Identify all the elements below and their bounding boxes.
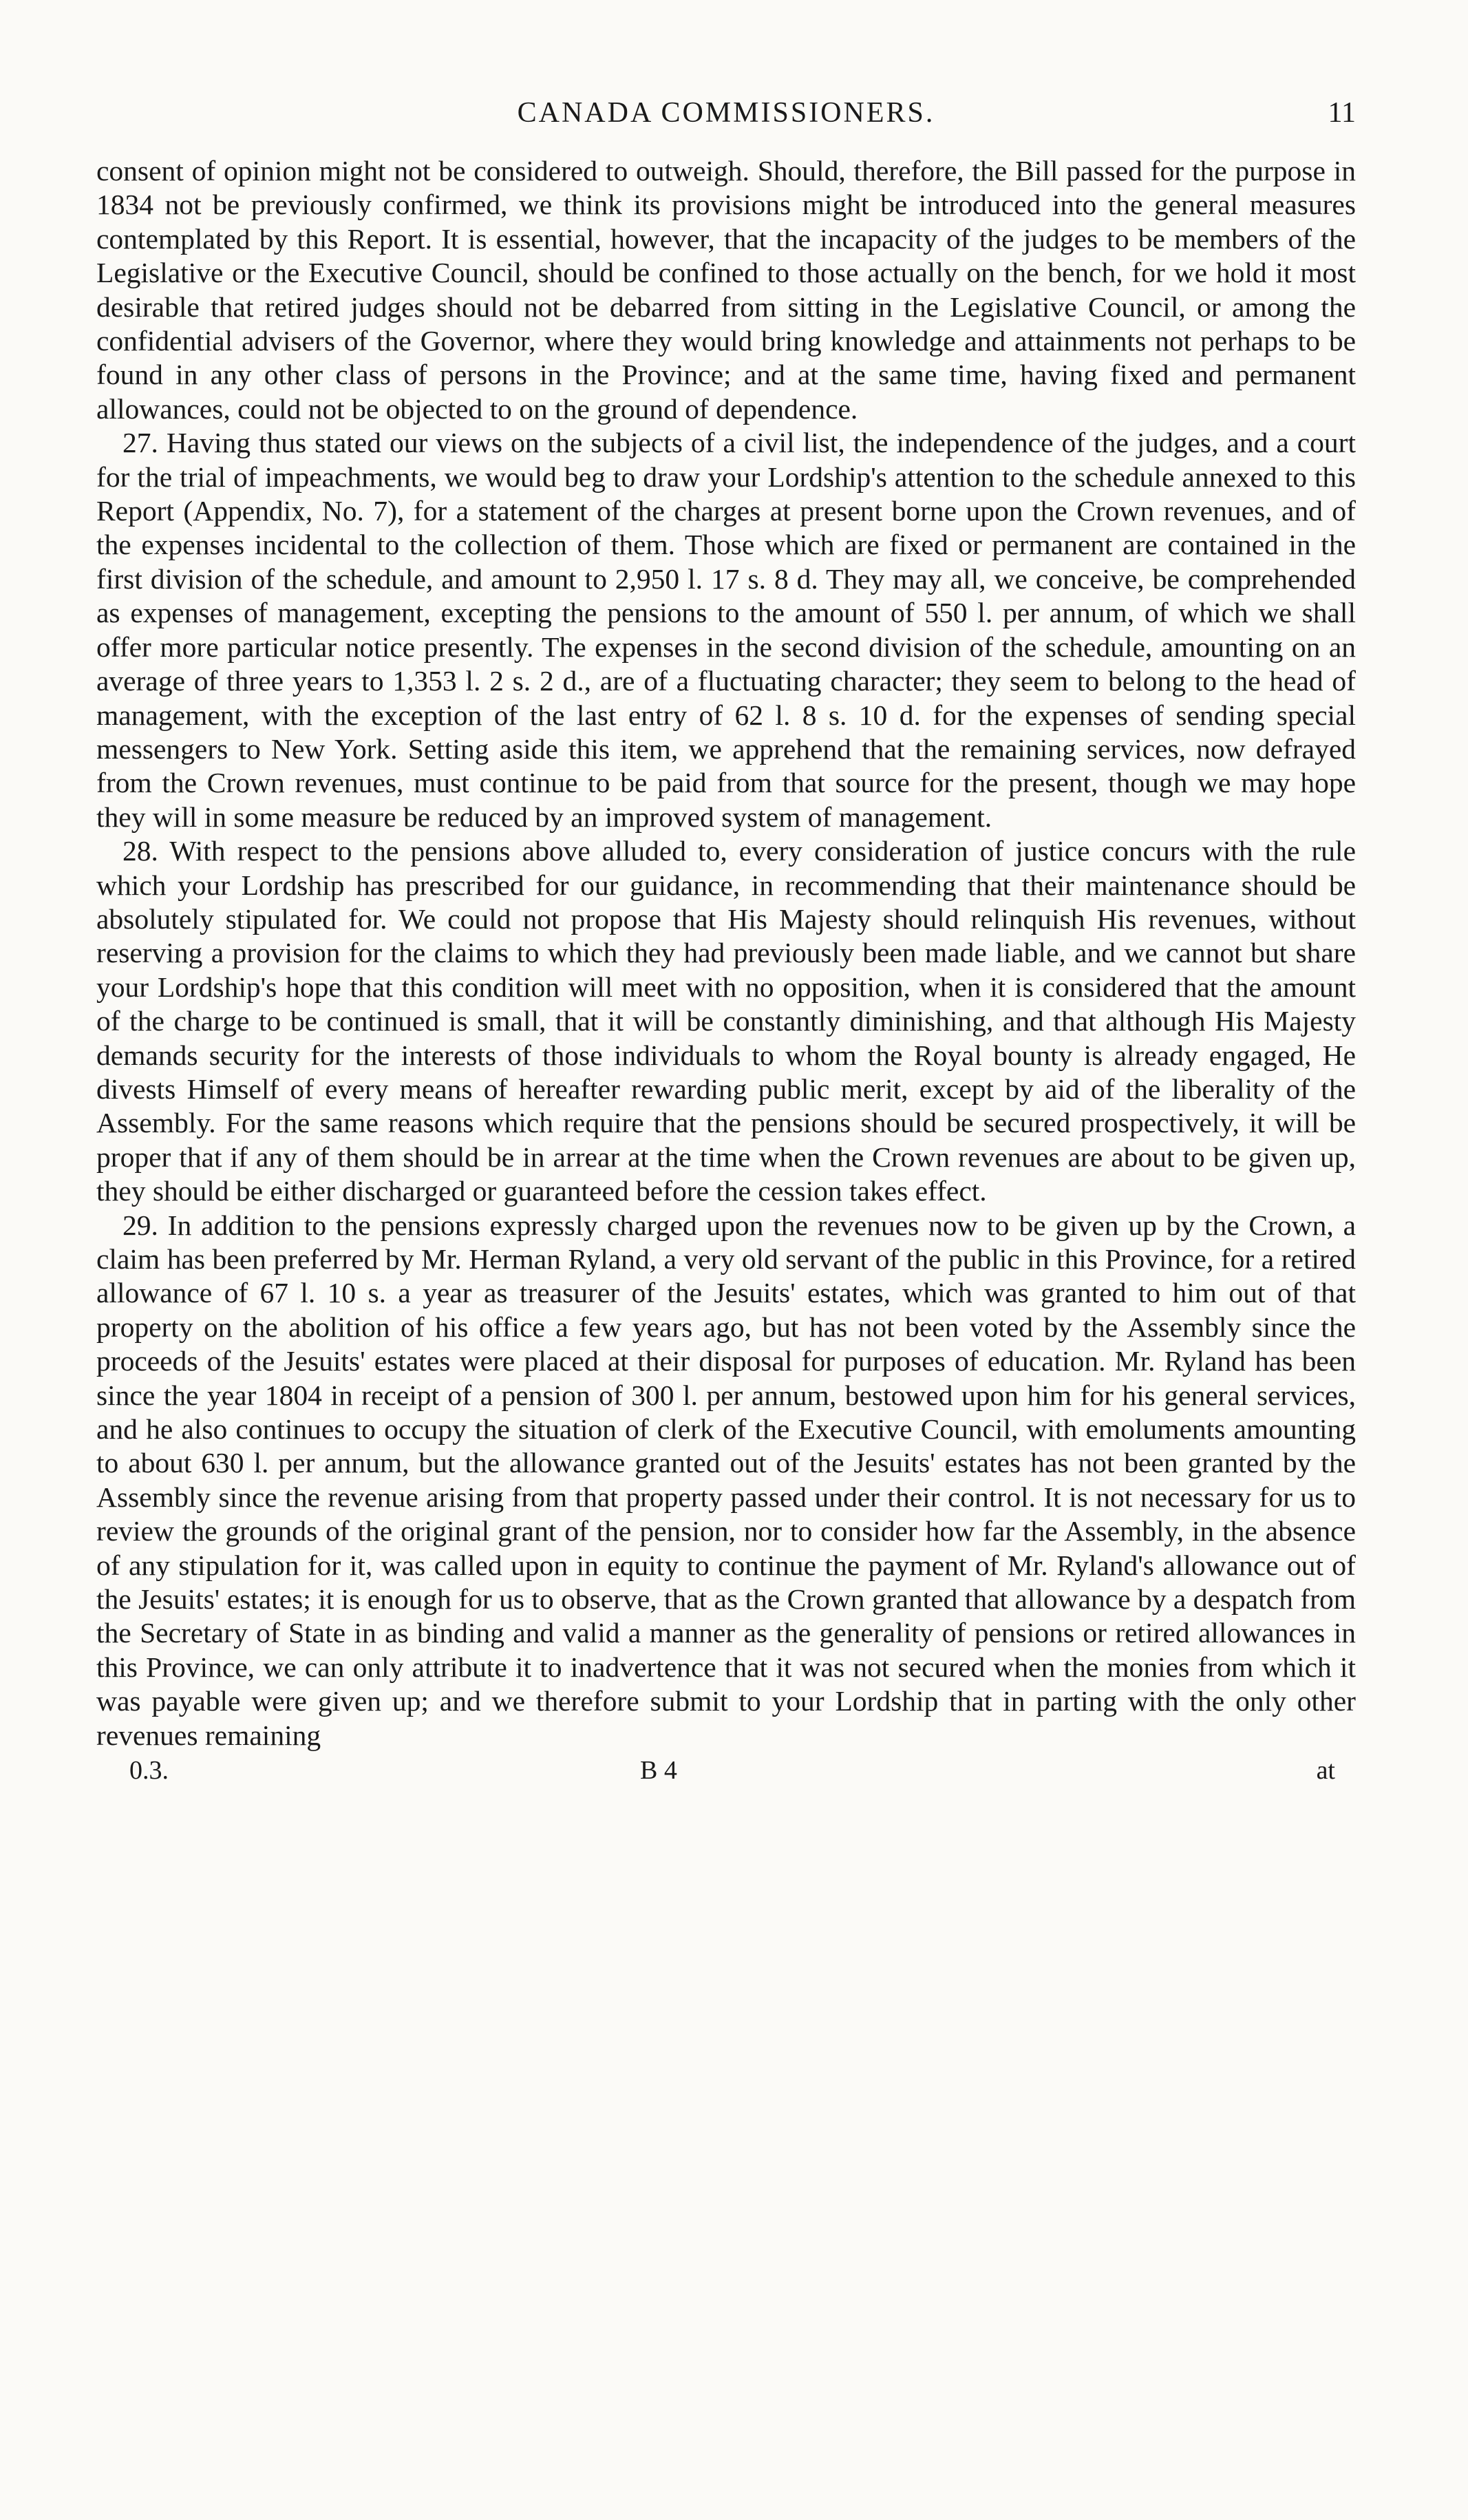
paragraph-27: 27. Having thus stated our views on the subjects of a civil list, the independence of the judges, and a court for the trial of impeachments, we would beg to draw your Lordship's attention to the schedule annexed to this Report (Appendix, No. 7), for a statement of the charges at present borne upon the Crown revenues, and of the expenses incidental to the collection of them. Those which are fixed or permanent are contained in the first division of the schedule, and amount to 2,950 l. 17 s. 8 d. They may all, we conceive, be comprehended as expenses of management, excepting the pensions to the amount of 550 l. per annum, of which we shall offer more particular notice presently. The expenses in the second division of the schedule, amounting on an average of three years to 1,353 l. 2 s. 2 d., are of a fluctuating character; they seem to belong to the head of management, with the exception of the last entry of 62 l. 8 s. 10 d. for the expenses of sending special messengers to New York. Setting aside this item, we apprehend that the remaining services, now defrayed from the Crown revenues, must continue to be paid from that source for the present, though we may hope they will in some measure be reduced by an improved system of management.: [96, 427, 1356, 833]
paragraph-28: 28. With respect to the pensions above alluded to, every consideration of justice concurs with the rule which your Lordship has prescribed for our guidance, in recommending that their maintenance should be absolutely stipulated for. We could not propose that His Majesty should relinquish His revenues, without reserving a provision for the claims to which they had previously been made liable, and we cannot but share your Lordship's hope that this condition will meet with no opposition, when it is considered that the amount of the charge to be continued is small, that it will be constantly diminishing, and that although His Majesty demands security for the interests of those individuals to whom the Royal bounty is already engaged, He divests Himself of every means of hereafter rewarding public merit, except by aid of the liberality of the Assembly. For the same reasons which require that the pensions should be secured prospectively, it will be proper that if any of them should be in arrear at the time when the Crown revenues are about to be given up, they should be either discharged or guaranteed before the cession takes effect.: [96, 835, 1356, 1207]
footer-reference: 0.3.: [129, 1756, 169, 1786]
paragraph-29: 29. In addition to the pensions expressly charged upon the revenues now to be given up by the Crown, a claim has been preferred by Mr. Herman Ryland, a very old servant of the public in this Province, for a retired allowance of 67 l. 10 s. a year as treasurer of the Jesuits' estates, which was granted to him out of that property on the abolition of his office a few years ago, but has not been voted by the Assembly since the proceeds of the Jesuits' estates were placed at their disposal for purposes of education. Mr. Ryland has been since the year 1804 in receipt of a pension of 300 l. per annum, bestowed upon him for his general services, and he also continues to occupy the situation of clerk of the Executive Council, with emoluments amounting to about 630 l. per annum, but the allowance granted out of the Jesuits' estates has not been granted by the Assembly since the revenue arising from that property passed under their control. It is not necessary for us to review the grounds of the original grant of the pension, nor to consider how far the Assembly, in the absence of any stipulation for it, was called upon in equity to continue the payment of Mr. Ryland's allowance out of the Jesuits' estates; it is enough for us to observe, that as the Crown granted that allowance by a despatch from the Secretary of State in as binding and valid a manner as the generality of pensions or retired allowances in this Province, we can only attribute it to inadvertence that it was not secured when the monies from which it was payable were given up; and we therefore submit to your Lordship that in parting with the only other revenues remaining: [96, 1209, 1356, 1751]
signature-mark: B 4: [640, 1756, 677, 1786]
page-number: 11: [1328, 97, 1356, 129]
body-text: [96, 154, 1356, 1753]
page-footer: [96, 1755, 1356, 1790]
paragraph-continued: consent of opinion might not be considered to outweigh. Should, therefore, the Bill passed for the purpose in 1834 not be previously confirmed, we think its provisions might be introduced into the general measures contemplated by this Report. It is essential, however, that the incapacity of the judges to be members of the Legislative or the Executive Council, should be confined to those actually on the bench, for we hold it most desirable that retired judges should not be debarred from sitting in the Legislative Council, or among the confidential advisers of the Governor, where they would bring knowledge and attainments not perhaps to be found in any other class of persons in the Province; and at the same time, having fixed and permanent allowances, could not be objected to on the ground of dependence.: [96, 155, 1356, 425]
document-page: [96, 96, 1356, 1790]
running-header: [96, 96, 1356, 145]
running-title: CANADA COMMISSIONERS.: [517, 97, 935, 129]
catchword: at: [1316, 1756, 1335, 1786]
